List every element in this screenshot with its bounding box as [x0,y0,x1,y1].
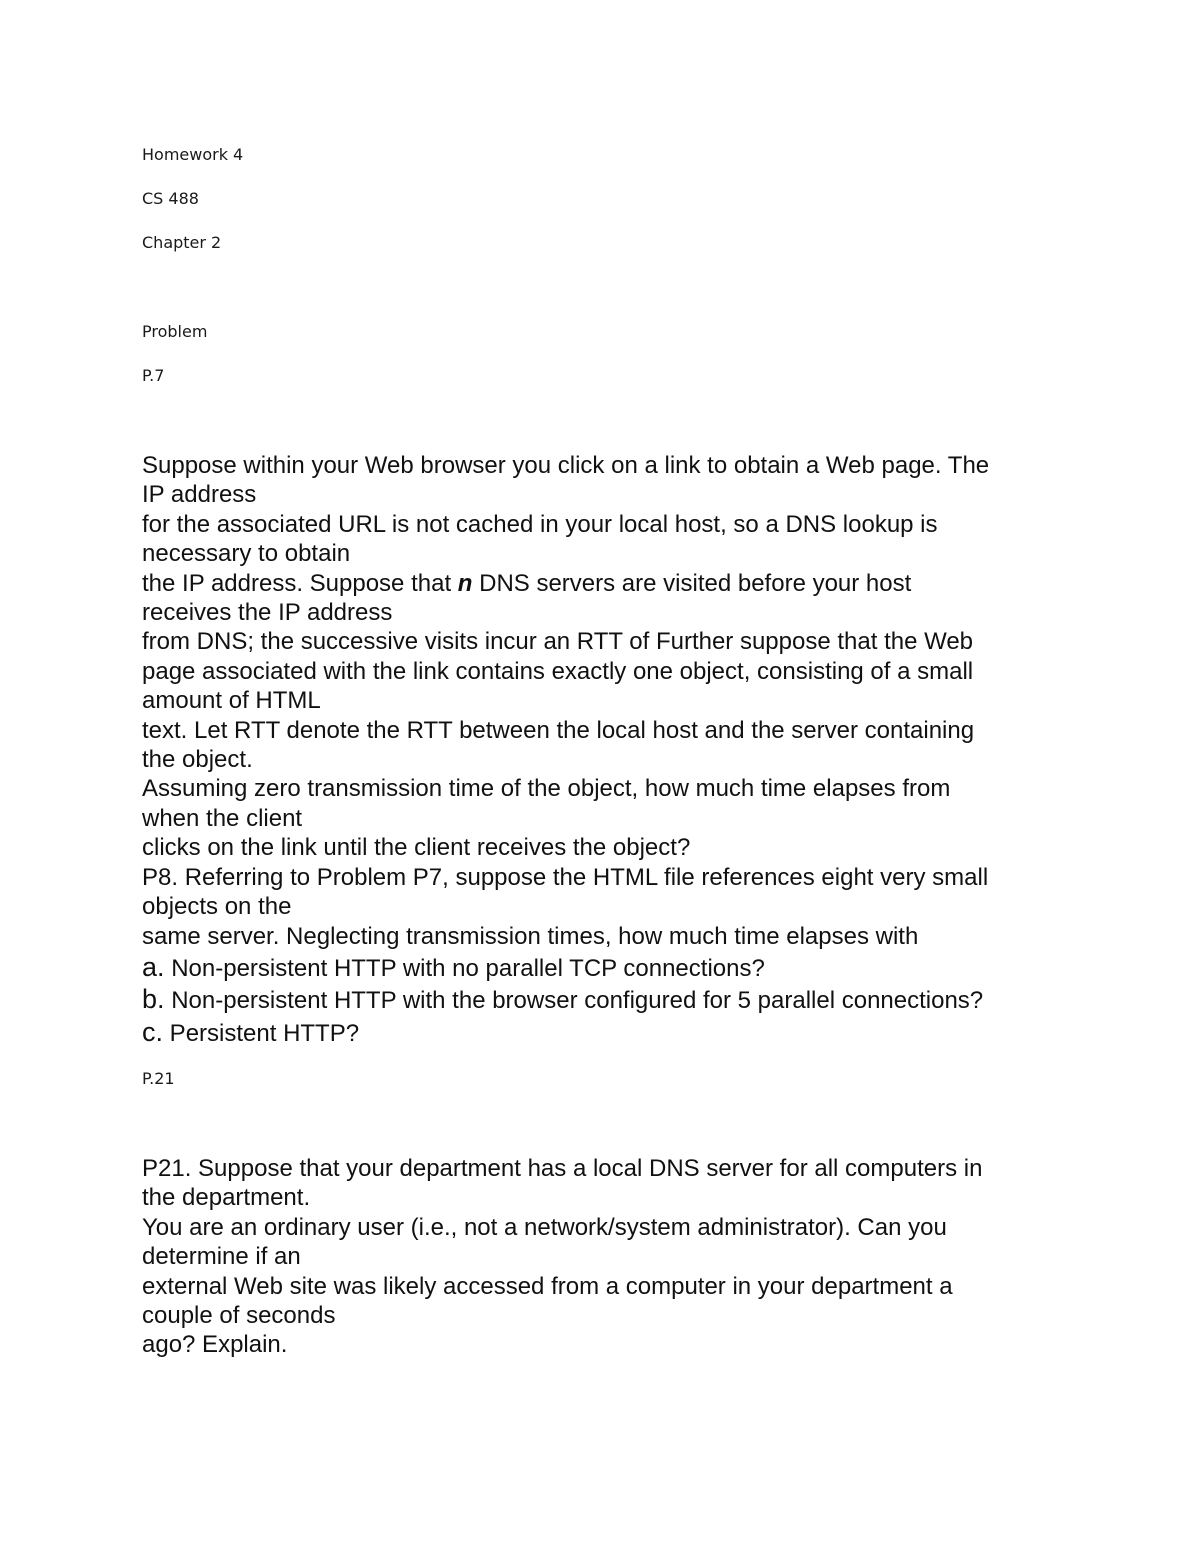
text-line: clicks on the link until the client receives the object? [142,834,691,862]
text-line: couple of seconds [142,1302,336,1330]
text-line: text. Let RTT denote the RTT between the local host and the server containing [142,716,975,744]
option-letter: b. [142,984,165,1015]
p7-label: P.7 [142,366,165,385]
problem-heading: Problem [142,322,208,341]
text-line: IP address [142,481,257,509]
option-text: Non-persistent HTTP with the browser configured for 5 parallel connections? [164,987,984,1015]
text-line: the object. [142,746,253,774]
text-line: external Web site was likely accessed from a computer in your department a [142,1272,953,1300]
p7-question-text [142,451,1062,1048]
text-segment: the IP address. Suppose that [142,569,458,597]
course-code: CS 488 [142,189,199,208]
text-line: necessary to obtain [142,540,351,568]
text-line: the department. [142,1184,311,1212]
option-text: Non-persistent HTTP with no parallel TCP connections? [164,954,765,982]
text-line: amount of HTML [142,687,321,715]
variable-n: n [457,569,473,597]
chapter-label: Chapter 2 [142,233,222,252]
text-line: same server. Neglecting transmission times, how much time elapses with [142,922,919,950]
p21-question-text [142,1154,1062,1360]
option-b [142,983,1062,1016]
option-a [142,951,1062,984]
text-line: when the client [142,804,303,832]
text-segment: DNS servers are visited before your host [472,569,912,597]
text-line: objects on the [142,893,292,921]
text-line: from DNS; the successive visits incur an RTT of Further suppose that the Web [142,628,974,656]
option-text: Persistent HTTP? [163,1019,360,1047]
text-line: Suppose within your Web browser you click on a link to obtain a Web page. The [142,452,990,479]
text-line: Assuming zero transmission time of the object, how much time elapses from [142,775,951,803]
text-line: receives the IP address [142,599,393,627]
text-line: P8. Referring to Problem P7, suppose the HTML file references eight very small [142,863,989,891]
text-line: ago? Explain. [142,1331,288,1359]
text-line: determine if an [142,1243,301,1271]
text-line: page associated with the link contains exactly one object, consisting of a small [142,657,974,685]
text-line-with-variable [142,569,1062,598]
option-letter: a. [142,951,165,982]
homework-title: Homework 4 [142,145,244,164]
text-line: You are an ordinary user (i.e., not a network/system administrator). Can you [142,1213,947,1241]
text-line: for the associated URL is not cached in your local host, so a DNS lookup is [142,510,938,538]
p21-label: P.21 [142,1069,175,1088]
option-c [142,1016,1062,1049]
text-line: P21. Suppose that your department has a local DNS server for all computers in [142,1155,983,1182]
option-letter: c. [142,1016,164,1047]
